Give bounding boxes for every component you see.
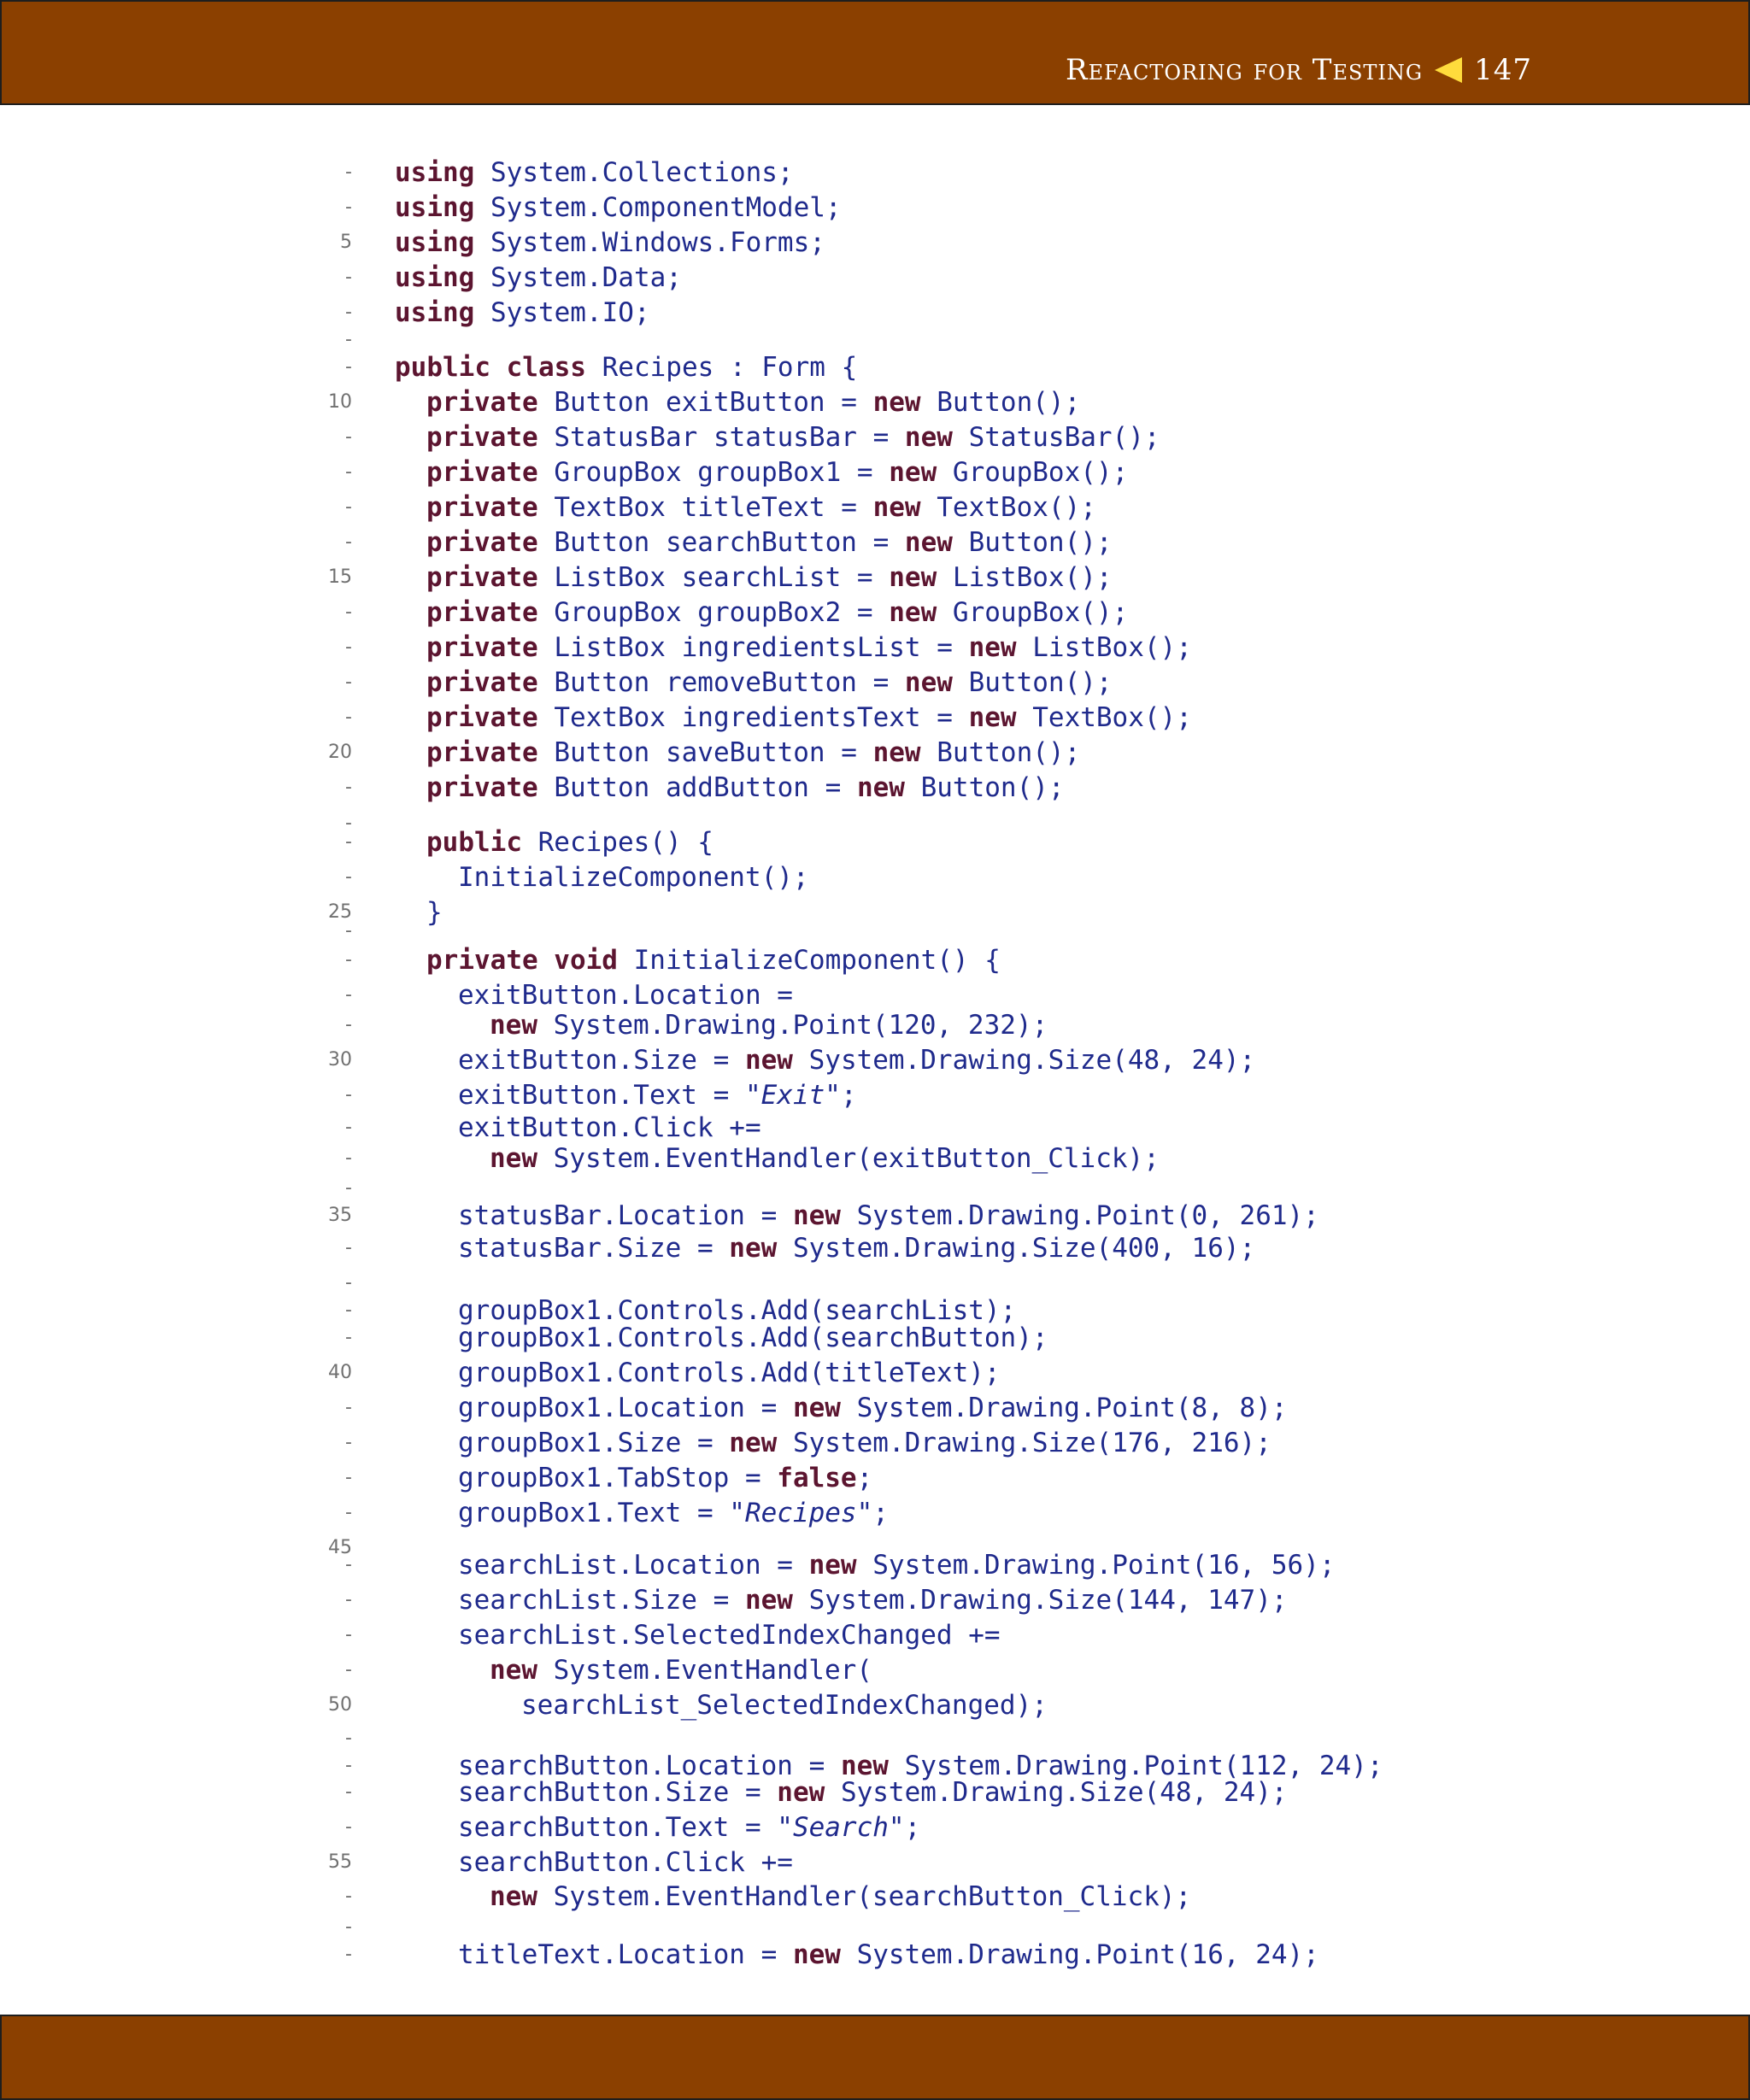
keyword: using xyxy=(395,262,475,293)
code-token: Button(); xyxy=(904,772,1065,803)
line-number: - xyxy=(345,356,352,378)
keyword: new xyxy=(889,562,937,593)
code-token: GroupBox(); xyxy=(937,457,1129,488)
code-token: System.Drawing.Size(48, 24); xyxy=(825,1777,1288,1808)
code-token: TextBox ingredientsText = xyxy=(537,702,969,733)
code-text xyxy=(395,226,825,260)
code-token: searchButton.Text = xyxy=(458,1812,778,1843)
code-text xyxy=(426,666,1113,700)
code-token: ; xyxy=(856,1463,873,1493)
code-token: System.Drawing.Point(8, 8); xyxy=(840,1393,1288,1423)
line-number: - xyxy=(345,1014,352,1035)
code-token: Button removeButton = xyxy=(537,667,905,698)
code-text xyxy=(490,1653,872,1687)
line-number: - xyxy=(345,831,352,853)
line-number: - xyxy=(345,866,352,888)
line-number: - xyxy=(345,1886,352,1907)
code-token: System.Drawing.Size(176, 216); xyxy=(777,1428,1271,1458)
code-token: statusBar.Location = xyxy=(458,1200,793,1231)
code-token: System.EventHandler(exitButton_Click); xyxy=(537,1143,1160,1174)
code-token: groupBox1.Controls.Add(searchList); xyxy=(458,1295,1017,1326)
code-text xyxy=(426,771,1065,805)
line-number: - xyxy=(345,1299,352,1321)
code-text xyxy=(458,1775,1288,1810)
code-token: System.Drawing.Point(16, 24); xyxy=(840,1939,1319,1970)
code-token: System.Windows.Forms; xyxy=(474,227,825,258)
code-token: System.IO; xyxy=(474,297,650,328)
code-token: ; xyxy=(840,1080,857,1111)
code-token: ; xyxy=(904,1812,921,1843)
code-token: ListBox ingredientsList = xyxy=(537,632,969,663)
code-token: exitButton.Text = xyxy=(458,1080,745,1111)
code-token: System.Drawing.Point(120, 232); xyxy=(537,1010,1048,1041)
string-literal: "Exit" xyxy=(744,1080,841,1111)
line-number: - xyxy=(345,1816,352,1838)
keyword: new xyxy=(490,1143,537,1174)
code-text xyxy=(458,1845,793,1880)
code-token: titleText.Location = xyxy=(458,1939,793,1970)
code-token: System.ComponentModel; xyxy=(474,192,842,223)
line-number: - xyxy=(345,1397,352,1418)
code-token: System.Drawing.Size(400, 16); xyxy=(777,1233,1256,1264)
line-number: - xyxy=(345,1589,352,1610)
code-token: System.Drawing.Point(112, 24); xyxy=(888,1751,1383,1781)
line-number: - xyxy=(345,1432,352,1453)
code-token: Button exitButton = xyxy=(537,387,873,418)
code-text xyxy=(458,1111,761,1145)
code-text xyxy=(458,978,793,1012)
code-token: statusBar.Size = xyxy=(458,1233,730,1264)
line-number: - xyxy=(345,197,352,218)
code-token: GroupBox groupBox1 = xyxy=(537,457,890,488)
line-number: 35 xyxy=(328,1205,352,1226)
line-number: - xyxy=(345,984,352,1006)
line-number: 55 xyxy=(328,1851,352,1873)
code-token: ListBox(); xyxy=(1016,632,1192,663)
keyword: new xyxy=(729,1233,778,1264)
code-token: groupBox1.Size = xyxy=(458,1428,730,1458)
line-number: - xyxy=(345,1177,352,1199)
code-token: InitializeComponent() { xyxy=(617,945,1001,976)
code-text xyxy=(490,1141,1160,1176)
line-number: - xyxy=(345,1944,352,1965)
code-text xyxy=(458,1810,920,1845)
code-text xyxy=(426,560,1113,595)
code-token: searchButton.Location = xyxy=(458,1751,841,1781)
line-number: - xyxy=(345,1272,352,1293)
line-number: - xyxy=(345,267,352,288)
line-number: - xyxy=(345,1117,352,1138)
line-number: - xyxy=(345,1659,352,1681)
code-text xyxy=(490,1008,1048,1042)
keyword: new xyxy=(889,457,937,488)
keyword: new xyxy=(872,387,921,418)
code-token: searchList.Size = xyxy=(458,1585,745,1616)
code-text xyxy=(426,455,1128,490)
code-token: ListBox(); xyxy=(937,562,1113,593)
page-number: 147 xyxy=(1474,53,1532,87)
line-number: 30 xyxy=(328,1049,352,1071)
code-text xyxy=(426,385,1080,419)
code-text xyxy=(458,1356,1001,1390)
line-number: 10 xyxy=(328,391,352,413)
keyword: new xyxy=(889,597,937,628)
line-number: - xyxy=(345,1084,352,1106)
line-number: - xyxy=(345,329,352,350)
line-number: 15 xyxy=(328,566,352,588)
code-token: System.Collections; xyxy=(474,157,794,188)
keyword: public xyxy=(426,827,522,858)
keyword: new xyxy=(490,1010,537,1041)
code-text xyxy=(426,943,1001,977)
code-text xyxy=(426,895,443,930)
line-number: - xyxy=(345,496,352,518)
keyword: new xyxy=(792,1939,841,1970)
line-number: - xyxy=(345,531,352,553)
code-token: searchList.Location = xyxy=(458,1550,809,1581)
code-text xyxy=(458,1426,1271,1460)
code-token: InitializeComponent(); xyxy=(458,862,809,893)
line-number: - xyxy=(345,1147,352,1169)
keyword: new xyxy=(904,667,953,698)
line-number: - xyxy=(345,1624,352,1645)
code-text xyxy=(426,595,1128,630)
code-token: TextBox(); xyxy=(1016,702,1192,733)
line-number: - xyxy=(345,949,352,971)
code-text xyxy=(395,296,650,330)
keyword: private xyxy=(426,492,538,523)
code-text xyxy=(426,525,1113,560)
keyword: new xyxy=(904,422,953,453)
code-token: Recipes() { xyxy=(521,827,714,858)
code-text xyxy=(458,1321,1048,1355)
code-token: Button(); xyxy=(920,387,1081,418)
line-number: 45 xyxy=(328,1537,352,1558)
code-text xyxy=(458,1231,1255,1265)
code-token: ListBox searchList = xyxy=(537,562,890,593)
keyword: private xyxy=(426,737,538,768)
keyword: private xyxy=(426,387,538,418)
code-token: groupBox1.Controls.Add(searchButton); xyxy=(458,1323,1048,1353)
code-token: groupBox1.TabStop = xyxy=(458,1463,778,1493)
code-token: Button(); xyxy=(920,737,1081,768)
code-token: Button saveButton = xyxy=(537,737,873,768)
code-text xyxy=(458,1938,1319,1972)
code-token: System.Drawing.Size(144, 147); xyxy=(792,1585,1288,1616)
code-token: System.Data; xyxy=(474,262,682,293)
line-number: - xyxy=(345,1554,352,1575)
code-token: System.Drawing.Point(0, 261); xyxy=(840,1200,1319,1231)
keyword: private xyxy=(426,632,538,663)
code-token: StatusBar(); xyxy=(952,422,1160,453)
keyword: private xyxy=(426,562,538,593)
keyword: public class xyxy=(395,352,586,383)
code-token: groupBox1.Location = xyxy=(458,1393,793,1423)
code-text xyxy=(458,860,809,895)
keyword: new xyxy=(744,1585,793,1616)
code-text xyxy=(490,1880,1191,1914)
keyword: private xyxy=(426,527,538,558)
line-number: - xyxy=(345,920,352,941)
code-text xyxy=(426,420,1160,455)
line-number: - xyxy=(345,1237,352,1258)
keyword: private xyxy=(426,667,538,698)
string-literal: "Search" xyxy=(777,1812,905,1843)
keyword: false xyxy=(777,1463,857,1493)
code-text xyxy=(458,1496,889,1530)
code-text xyxy=(458,1043,1255,1077)
keyword: new xyxy=(872,737,921,768)
code-text xyxy=(458,1548,1336,1582)
line-number: 50 xyxy=(328,1694,352,1716)
keyword: using xyxy=(395,297,475,328)
keyword: new xyxy=(490,1655,537,1686)
code-token: ; xyxy=(872,1498,889,1528)
code-token: System.Drawing.Size(48, 24); xyxy=(792,1045,1256,1076)
line-number: - xyxy=(345,601,352,623)
keyword: private xyxy=(426,702,538,733)
code-token: Button searchButton = xyxy=(537,527,905,558)
keyword: private xyxy=(426,597,538,628)
code-token: Recipes : Form { xyxy=(585,352,858,383)
line-number: 25 xyxy=(328,901,352,923)
code-token: System.EventHandler( xyxy=(537,1655,872,1686)
code-token: searchList.SelectedIndexChanged += xyxy=(458,1620,1001,1651)
code-text xyxy=(458,1199,1319,1233)
keyword: new xyxy=(729,1428,778,1458)
code-token: exitButton.Size = xyxy=(458,1045,745,1076)
code-text xyxy=(426,701,1192,735)
line-number: - xyxy=(345,672,352,693)
code-text xyxy=(395,350,857,384)
line-number: 5 xyxy=(340,232,352,253)
code-text xyxy=(395,261,682,295)
code-text xyxy=(426,736,1080,770)
line-number: - xyxy=(345,1781,352,1803)
keyword: private xyxy=(426,772,538,803)
code-token: exitButton.Location = xyxy=(458,980,793,1011)
section-title: Refactoring for Testing xyxy=(1065,53,1424,87)
line-number: - xyxy=(345,636,352,658)
line-number: 40 xyxy=(328,1362,352,1383)
code-token: TextBox titleText = xyxy=(537,492,873,523)
line-number: - xyxy=(345,461,352,483)
keyword: new xyxy=(808,1550,857,1581)
code-token: Button(); xyxy=(952,667,1113,698)
keyword: new xyxy=(792,1200,841,1231)
line-number: 20 xyxy=(328,742,352,763)
code-text xyxy=(395,155,794,190)
line-number: - xyxy=(345,1327,352,1348)
keyword: new xyxy=(968,702,1017,733)
code-text xyxy=(458,1461,872,1495)
code-token: GroupBox groupBox2 = xyxy=(537,597,890,628)
line-number: - xyxy=(345,1728,352,1749)
line-number: - xyxy=(345,426,352,448)
line-number: - xyxy=(345,707,352,728)
keyword: using xyxy=(395,227,475,258)
code-token: StatusBar statusBar = xyxy=(537,422,905,453)
line-number: - xyxy=(345,161,352,183)
line-number: - xyxy=(345,777,352,798)
code-token: groupBox1.Text = xyxy=(458,1498,730,1528)
keyword: new xyxy=(777,1777,825,1808)
line-number: - xyxy=(345,1755,352,1776)
line-number: - xyxy=(345,1467,352,1488)
code-token: searchButton.Size = xyxy=(458,1777,778,1808)
code-text xyxy=(426,825,714,859)
keyword: new xyxy=(856,772,905,803)
code-text xyxy=(458,1583,1288,1617)
keyword: new xyxy=(792,1393,841,1423)
code-text xyxy=(458,1618,1001,1652)
code-token: Button addButton = xyxy=(537,772,857,803)
keyword: new xyxy=(872,492,921,523)
line-number: - xyxy=(345,302,352,323)
code-text xyxy=(426,490,1096,525)
code-token: TextBox(); xyxy=(920,492,1096,523)
code-token: searchButton.Click += xyxy=(458,1847,793,1878)
line-number: - xyxy=(345,812,352,834)
keyword: new xyxy=(968,632,1017,663)
keyword: new xyxy=(904,527,953,558)
keyword: new xyxy=(744,1045,793,1076)
keyword: private xyxy=(426,457,538,488)
line-number: - xyxy=(345,1916,352,1938)
code-token: System.Drawing.Point(16, 56); xyxy=(856,1550,1336,1581)
code-text xyxy=(458,1391,1288,1425)
keyword: new xyxy=(840,1751,889,1781)
code-text xyxy=(521,1688,1048,1722)
code-text xyxy=(426,631,1192,665)
string-literal: "Recipes" xyxy=(729,1498,873,1528)
code-token: Button(); xyxy=(952,527,1113,558)
line-number: - xyxy=(345,1502,352,1523)
keyword: using xyxy=(395,192,475,223)
keyword: private xyxy=(426,422,538,453)
code-token: GroupBox(); xyxy=(937,597,1129,628)
code-token: System.EventHandler(searchButton_Click); xyxy=(537,1881,1192,1912)
footer-band xyxy=(0,2015,1750,2100)
code-token: searchList_SelectedIndexChanged); xyxy=(521,1690,1048,1721)
code-token: } xyxy=(426,897,443,928)
code-token: exitButton.Click += xyxy=(458,1112,761,1143)
code-text xyxy=(458,1078,857,1112)
keyword: using xyxy=(395,157,475,188)
keyword: private void xyxy=(426,945,618,976)
code-text xyxy=(395,191,842,225)
keyword: new xyxy=(490,1881,537,1912)
code-token: groupBox1.Controls.Add(titleText); xyxy=(458,1358,1001,1388)
